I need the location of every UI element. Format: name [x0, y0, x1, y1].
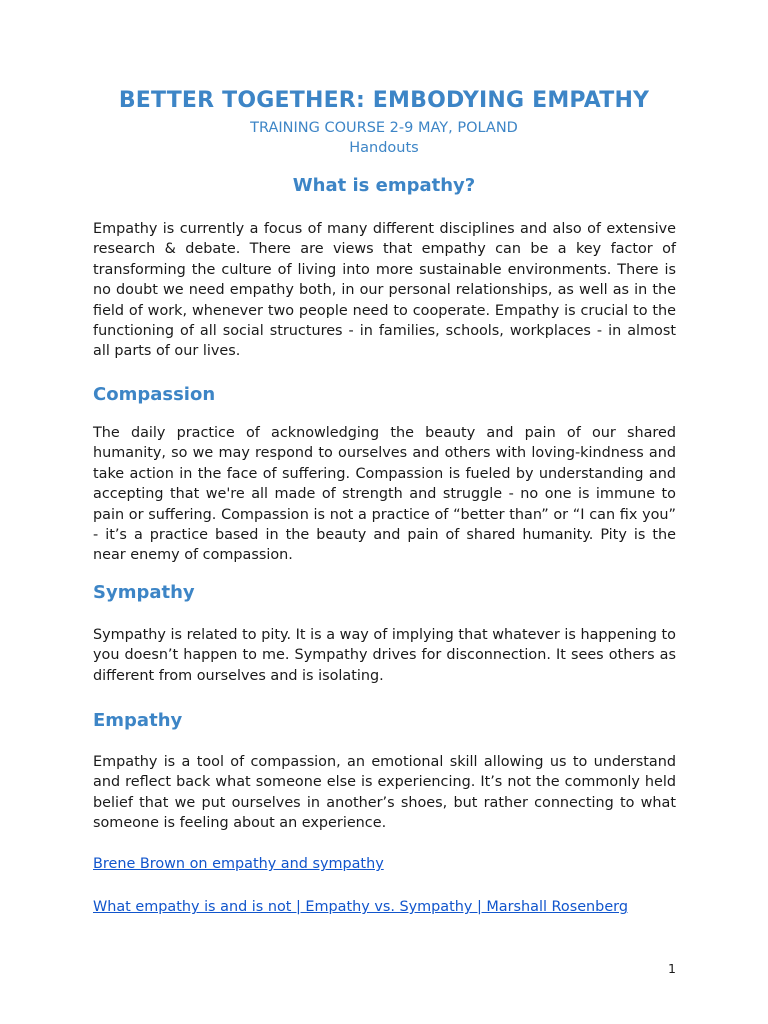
document-title: BETTER TOGETHER: EMBODYING EMPATHY [118, 88, 650, 113]
brene-brown-link[interactable]: Brene Brown on empathy and sympathy [93, 856, 384, 872]
handouts-subtitle: Handouts [349, 140, 419, 156]
compassion-heading: Compassion [93, 384, 216, 405]
empathy-heading: Empathy [93, 710, 183, 731]
page-number: 1 [668, 961, 676, 976]
course-subtitle: TRAINING COURSE 2-9 MAY, POLAND [250, 120, 518, 136]
sympathy-heading: Sympathy [93, 582, 195, 603]
intro-paragraph: Empathy is currently a focus of many different disciplines and also of extensive research & debate. There are views that empathy can be a key factor of transforming the culture of living into more sustainable environments. There is no doubt we need empathy both, in our personal relationships, as well as in the field of work, whenever two people need to cooperate. Empathy is crucial to the functioning of all social structures - in families, schools, workplaces - in almost all parts of our lives. [93, 221, 676, 360]
what-is-empathy-heading: What is empathy? [292, 175, 476, 196]
sympathy-paragraph: Sympathy is related to pity. It is a way of implying that whatever is happening to you doesn’t happen to me. Sympathy drives for disconnection. It sees others as different from ourselves and is isolating. [93, 627, 676, 684]
compassion-paragraph: The daily practice of acknowledging the beauty and pain of our shared humanity, so we may respond to ourselves and others with loving-kindness and take action in the face of suffering. Compassion is fueled by understanding and accepting that we're all made of strength and struggle - no one is immune to pain or suffering. Compassion is not a practice of “better than” or “I can fix you” - it’s a practice based in the beauty and pain of shared humanity. Pity is the near enemy of compassion. [93, 425, 676, 564]
empathy-paragraph: Empathy is a tool of compassion, an emotional skill allowing us to understand and reflect back what someone else is experiencing. It’s not the commonly held belief that we put ourselves in another’s shoes, but rather connecting to what someone is feeling about an experience. [93, 754, 676, 832]
marshall-rosenberg-link[interactable]: What empathy is and is not | Empathy vs. Sympathy | Marshall Rosenberg [93, 899, 628, 915]
